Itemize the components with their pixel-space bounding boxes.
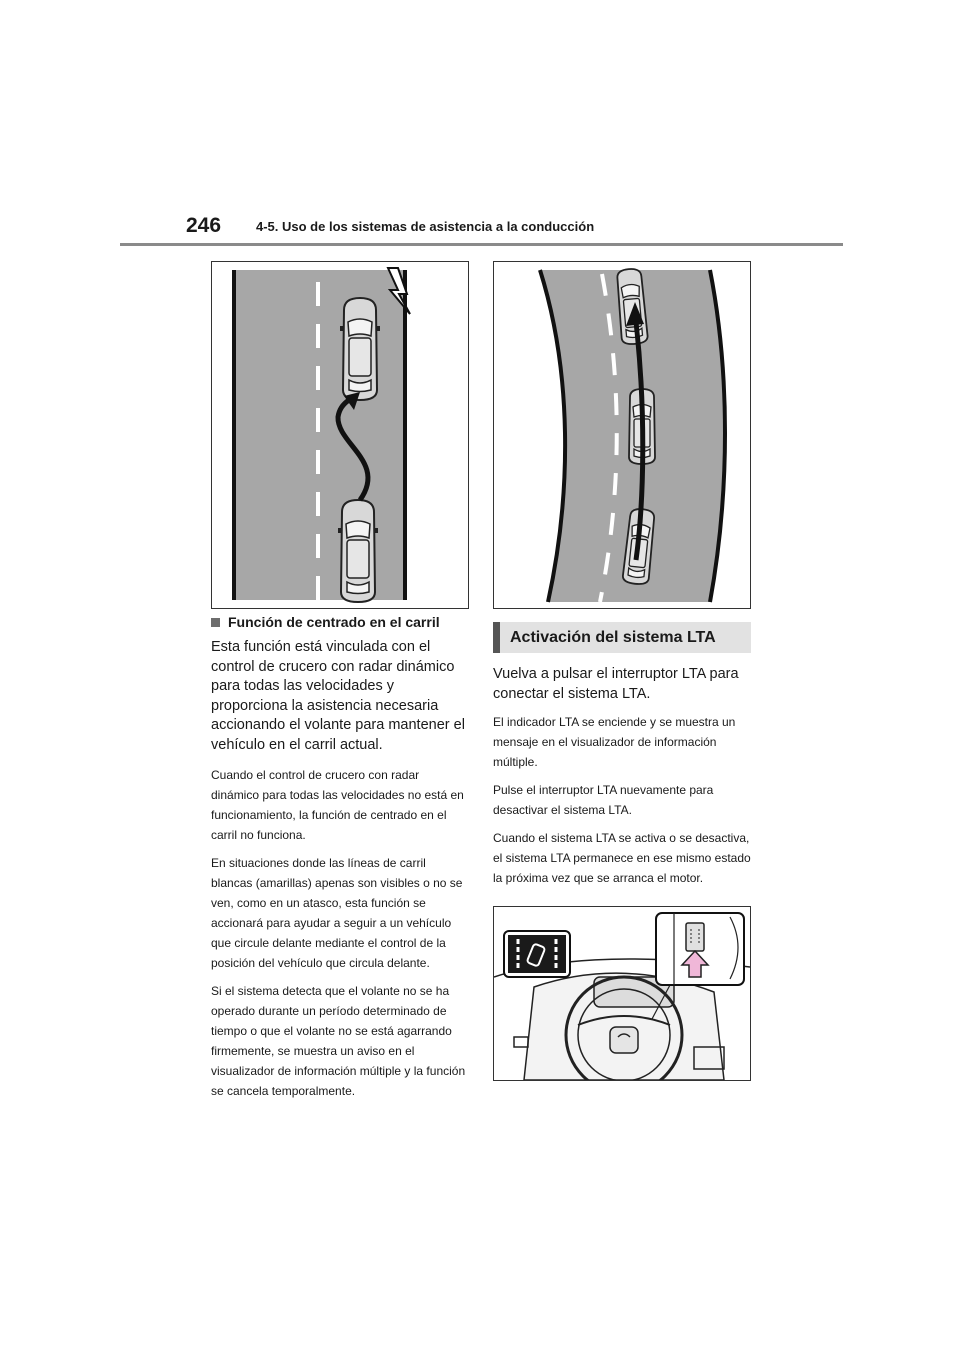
paragraph: Si el sistema detecta que el volante no se ha operado durante un período determinado de tiempo o que el volante no se está agarrando firmemente, se muestra un aviso en el visualizador de información múltiple y la función se cancela temporalmente. bbox=[211, 984, 466, 1098]
section-header-title: 4-5. Uso de los sistemas de asistencia a la conducción bbox=[256, 219, 595, 234]
paragraph: El indicador LTA se enciende y se muestra un mensaje en el visualizador de información múltiple. bbox=[493, 715, 736, 769]
lta-activation-section bbox=[493, 622, 751, 896]
dashboard-lta-illustration bbox=[493, 906, 751, 1081]
paragraph: En situaciones donde las líneas de carril blancas (amarillas) apenas son visibles o no se ven, como en un atasco, esta función se accionará para ayudar a seguir a un vehículo que circule delante mediante el control de la posición del vehículo que circula delante. bbox=[211, 856, 463, 970]
lane-centering-illustration bbox=[211, 261, 469, 609]
paragraph: Cuando el sistema LTA se activa o se desactiva, el sistema LTA permanece en ese mismo estado la próxima vez que se arranca el motor. bbox=[493, 831, 751, 885]
paragraph: Pulse el interruptor LTA nuevamente para desactivar el sistema LTA. bbox=[493, 783, 714, 817]
header-divider bbox=[120, 243, 843, 246]
section-title-bar: Activación del sistema LTA bbox=[493, 622, 751, 653]
subheading-text: Función de centrado en el carril bbox=[228, 614, 440, 630]
curved-lane-illustration bbox=[493, 261, 751, 609]
lane-centering-section bbox=[211, 614, 469, 1109]
subheading bbox=[211, 614, 469, 630]
square-bullet-icon bbox=[211, 618, 220, 627]
page-number: 246 bbox=[186, 214, 222, 237]
intro-paragraph: Esta función está vinculada con el control de crucero con radar dinámico para todas las velocidades y proporciona la asistencia necesaria accionando el volante para mantener el vehículo en el carril actual. bbox=[211, 639, 465, 753]
paragraph: Cuando el control de crucero con radar dinámico para todas las velocidades no está en funcionamiento, la función de centrado en el carril no funciona. bbox=[211, 768, 464, 842]
intro-paragraph: Vuelva a pulsar el interruptor LTA para conectar el sistema LTA. bbox=[493, 666, 739, 702]
